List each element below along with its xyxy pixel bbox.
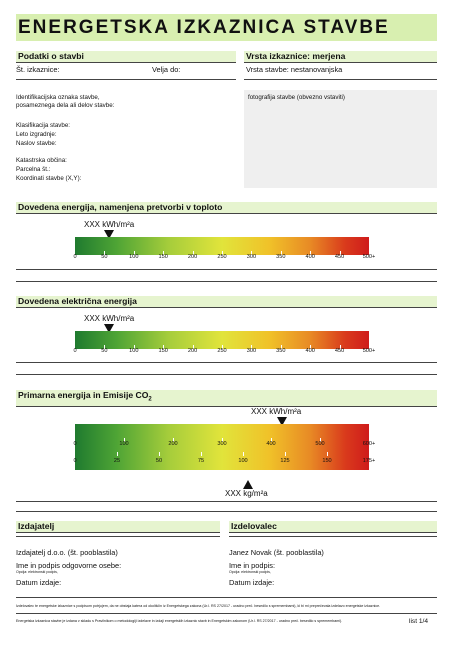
co2-marker-arrow-icon [243, 480, 253, 489]
primary-top-tick-label: 300 [217, 441, 227, 447]
primary-header-subscript: 2 [148, 396, 152, 403]
divider [16, 536, 220, 537]
co2-tick-mark [327, 452, 328, 456]
elec-tick-label: 450 [334, 348, 345, 354]
co2-tick-mark [243, 452, 244, 456]
izkaznica-number-label: Št. izkaznice: [16, 65, 60, 74]
co2-tick-label: 0 [73, 458, 77, 464]
elec-tick-label: 100 [129, 348, 139, 354]
co2-tick-label: 175+ [362, 458, 376, 464]
year-built-label: Leto izgradnje: [16, 131, 57, 138]
ident-label-1: Identifikacijska oznaka stavbe, [16, 94, 100, 101]
heat-tick-label: 150 [158, 254, 168, 260]
electric-energy-header: Dovedena električna energija [16, 296, 437, 308]
elec-tick-label: 250 [217, 348, 227, 354]
elec-tick-label: 400 [305, 348, 315, 354]
co2-tick-label: 25 [113, 458, 121, 464]
elec-tick-label: 0 [73, 348, 77, 354]
elec-marker-label: XXX kWh/m²a [84, 314, 135, 323]
issuer-signature-note: Opcija: elektronski podpis, [16, 570, 58, 574]
heat-tick-label: 450 [334, 254, 345, 260]
heat-tick-label: 50 [101, 254, 108, 260]
co2-tick-mark [159, 452, 160, 456]
coordinates-label: Koordinati stavbe (X,Y): [16, 175, 82, 182]
heat-tick-label: 350 [276, 254, 286, 260]
building-data-header: Podatki o stavbi [16, 51, 236, 63]
elec-tick-label: 500+ [362, 348, 376, 354]
co2-tick-label: 125 [280, 458, 290, 464]
heat-tick-label: 400 [305, 254, 315, 260]
footer-legal-note: Energetska izkaznica stavbe je izdana v skladu s Pravilnikom o metodologiji izdelave in izdaji energetskih izkaznic stavb in Energetskim zakonom (Ur.l. RS 27/2017 - uradno preč. besedilo s spremembami). [16, 619, 343, 623]
classification-label: Klasifikacija stavbe: [16, 122, 70, 129]
document-title: ENERGETSKA IZKAZNICA STAVBE [16, 14, 437, 41]
valid-to-label: Velja do: [152, 65, 181, 74]
heat-tick-label: 250 [217, 254, 227, 260]
photo-label: fotografija stavbe (obvezno vstaviti) [248, 94, 345, 101]
primary-energy-scale [73, 424, 376, 464]
co2-tick-label: 75 [197, 458, 205, 464]
co2-tick-label: 150 [322, 458, 332, 464]
electric-energy-scale [73, 331, 376, 363]
co2-tick-label: 100 [238, 458, 248, 464]
primary-top-tick-label: 200 [168, 441, 178, 447]
primary-top-tick-label: 600+ [362, 441, 376, 447]
elec-tick-label: 350 [276, 348, 286, 354]
divider [229, 536, 437, 537]
elec-tick-label: 200 [187, 348, 198, 354]
heat-tick-label: 0 [73, 254, 77, 260]
footer-declaration: Izdelovalec te energetske izkaznice s podpisom potrjujem, da ne obstaja katera od okoliščin iz Energetskega zakona (Ur.l. RS 27/2017 - uradno preč. besedilo s spremembami), ki bi mi preprečevala izdelavo energetske izkaznice. [16, 604, 381, 608]
heat-energy-scale [73, 237, 376, 269]
maker-date-label: Datum izdaje: [229, 578, 275, 587]
co2-tick-label: 50 [155, 458, 163, 464]
primary-header-text: Primarna energija in Emisije CO [18, 390, 149, 400]
building-photo-placeholder [244, 90, 437, 188]
issuer-header: Izdajatelj [16, 521, 220, 533]
primary-top-tick-label: 500 [315, 441, 325, 447]
heat-tick-label: 200 [187, 254, 198, 260]
parcel-label: Parcelna št.: [16, 166, 51, 173]
heat-tick-label: 500+ [362, 254, 376, 260]
page-number: list 1/4 [409, 618, 429, 625]
divider [16, 511, 437, 512]
cadastral-label: Katastrska občina: [16, 157, 67, 164]
building-type-label: Vrsta stavbe: nestanovanjska [246, 65, 343, 74]
issuer-date-label: Datum izdaje: [16, 578, 62, 587]
issuer-name: Izdajatelj d.o.o. (št. pooblastila) [16, 548, 118, 557]
divider [244, 79, 437, 80]
heat-tick-label: 300 [246, 254, 257, 260]
heat-tick-label: 100 [129, 254, 139, 260]
primary-top-tick-label: 0 [73, 441, 77, 447]
divider [16, 281, 437, 282]
divider [16, 501, 437, 502]
maker-person-label: Ime in podpis: [229, 561, 276, 570]
issuer-person-label: Ime in podpis odgovorne osebe: [16, 561, 122, 570]
co2-marker-label: XXX kg/m²a [225, 489, 268, 498]
primary-top-tick-label: 400 [266, 441, 276, 447]
divider [16, 597, 437, 598]
divider [16, 79, 236, 80]
maker-header: Izdelovalec [229, 521, 437, 533]
primary-top-tick-label: 100 [119, 441, 129, 447]
elec-tick-label: 300 [246, 348, 257, 354]
co2-tick-mark [285, 452, 286, 456]
divider [16, 374, 437, 375]
address-label: Naslov stavbe: [16, 140, 57, 147]
divider [16, 362, 437, 363]
elec-tick-label: 50 [101, 348, 108, 354]
maker-name: Janez Novak (št. pooblastila) [229, 548, 324, 557]
primary-marker-label: XXX kWh/m²a [251, 407, 302, 416]
co2-tick-mark [201, 452, 202, 456]
ident-label-2: posameznega dela ali delov stavbe: [16, 102, 115, 109]
heat-energy-header: Dovedena energija, namenjena pretvorbi v toploto [16, 202, 437, 214]
divider [16, 269, 437, 270]
certificate-type-header: Vrsta izkaznice: merjena [244, 51, 437, 63]
elec-tick-label: 150 [158, 348, 168, 354]
co2-tick-mark [117, 452, 118, 456]
maker-signature-note: Opcija: elektronski podpis, [229, 570, 271, 574]
divider [16, 613, 437, 614]
primary-energy-header [16, 390, 437, 407]
heat-marker-label: XXX kWh/m²a [84, 220, 135, 229]
